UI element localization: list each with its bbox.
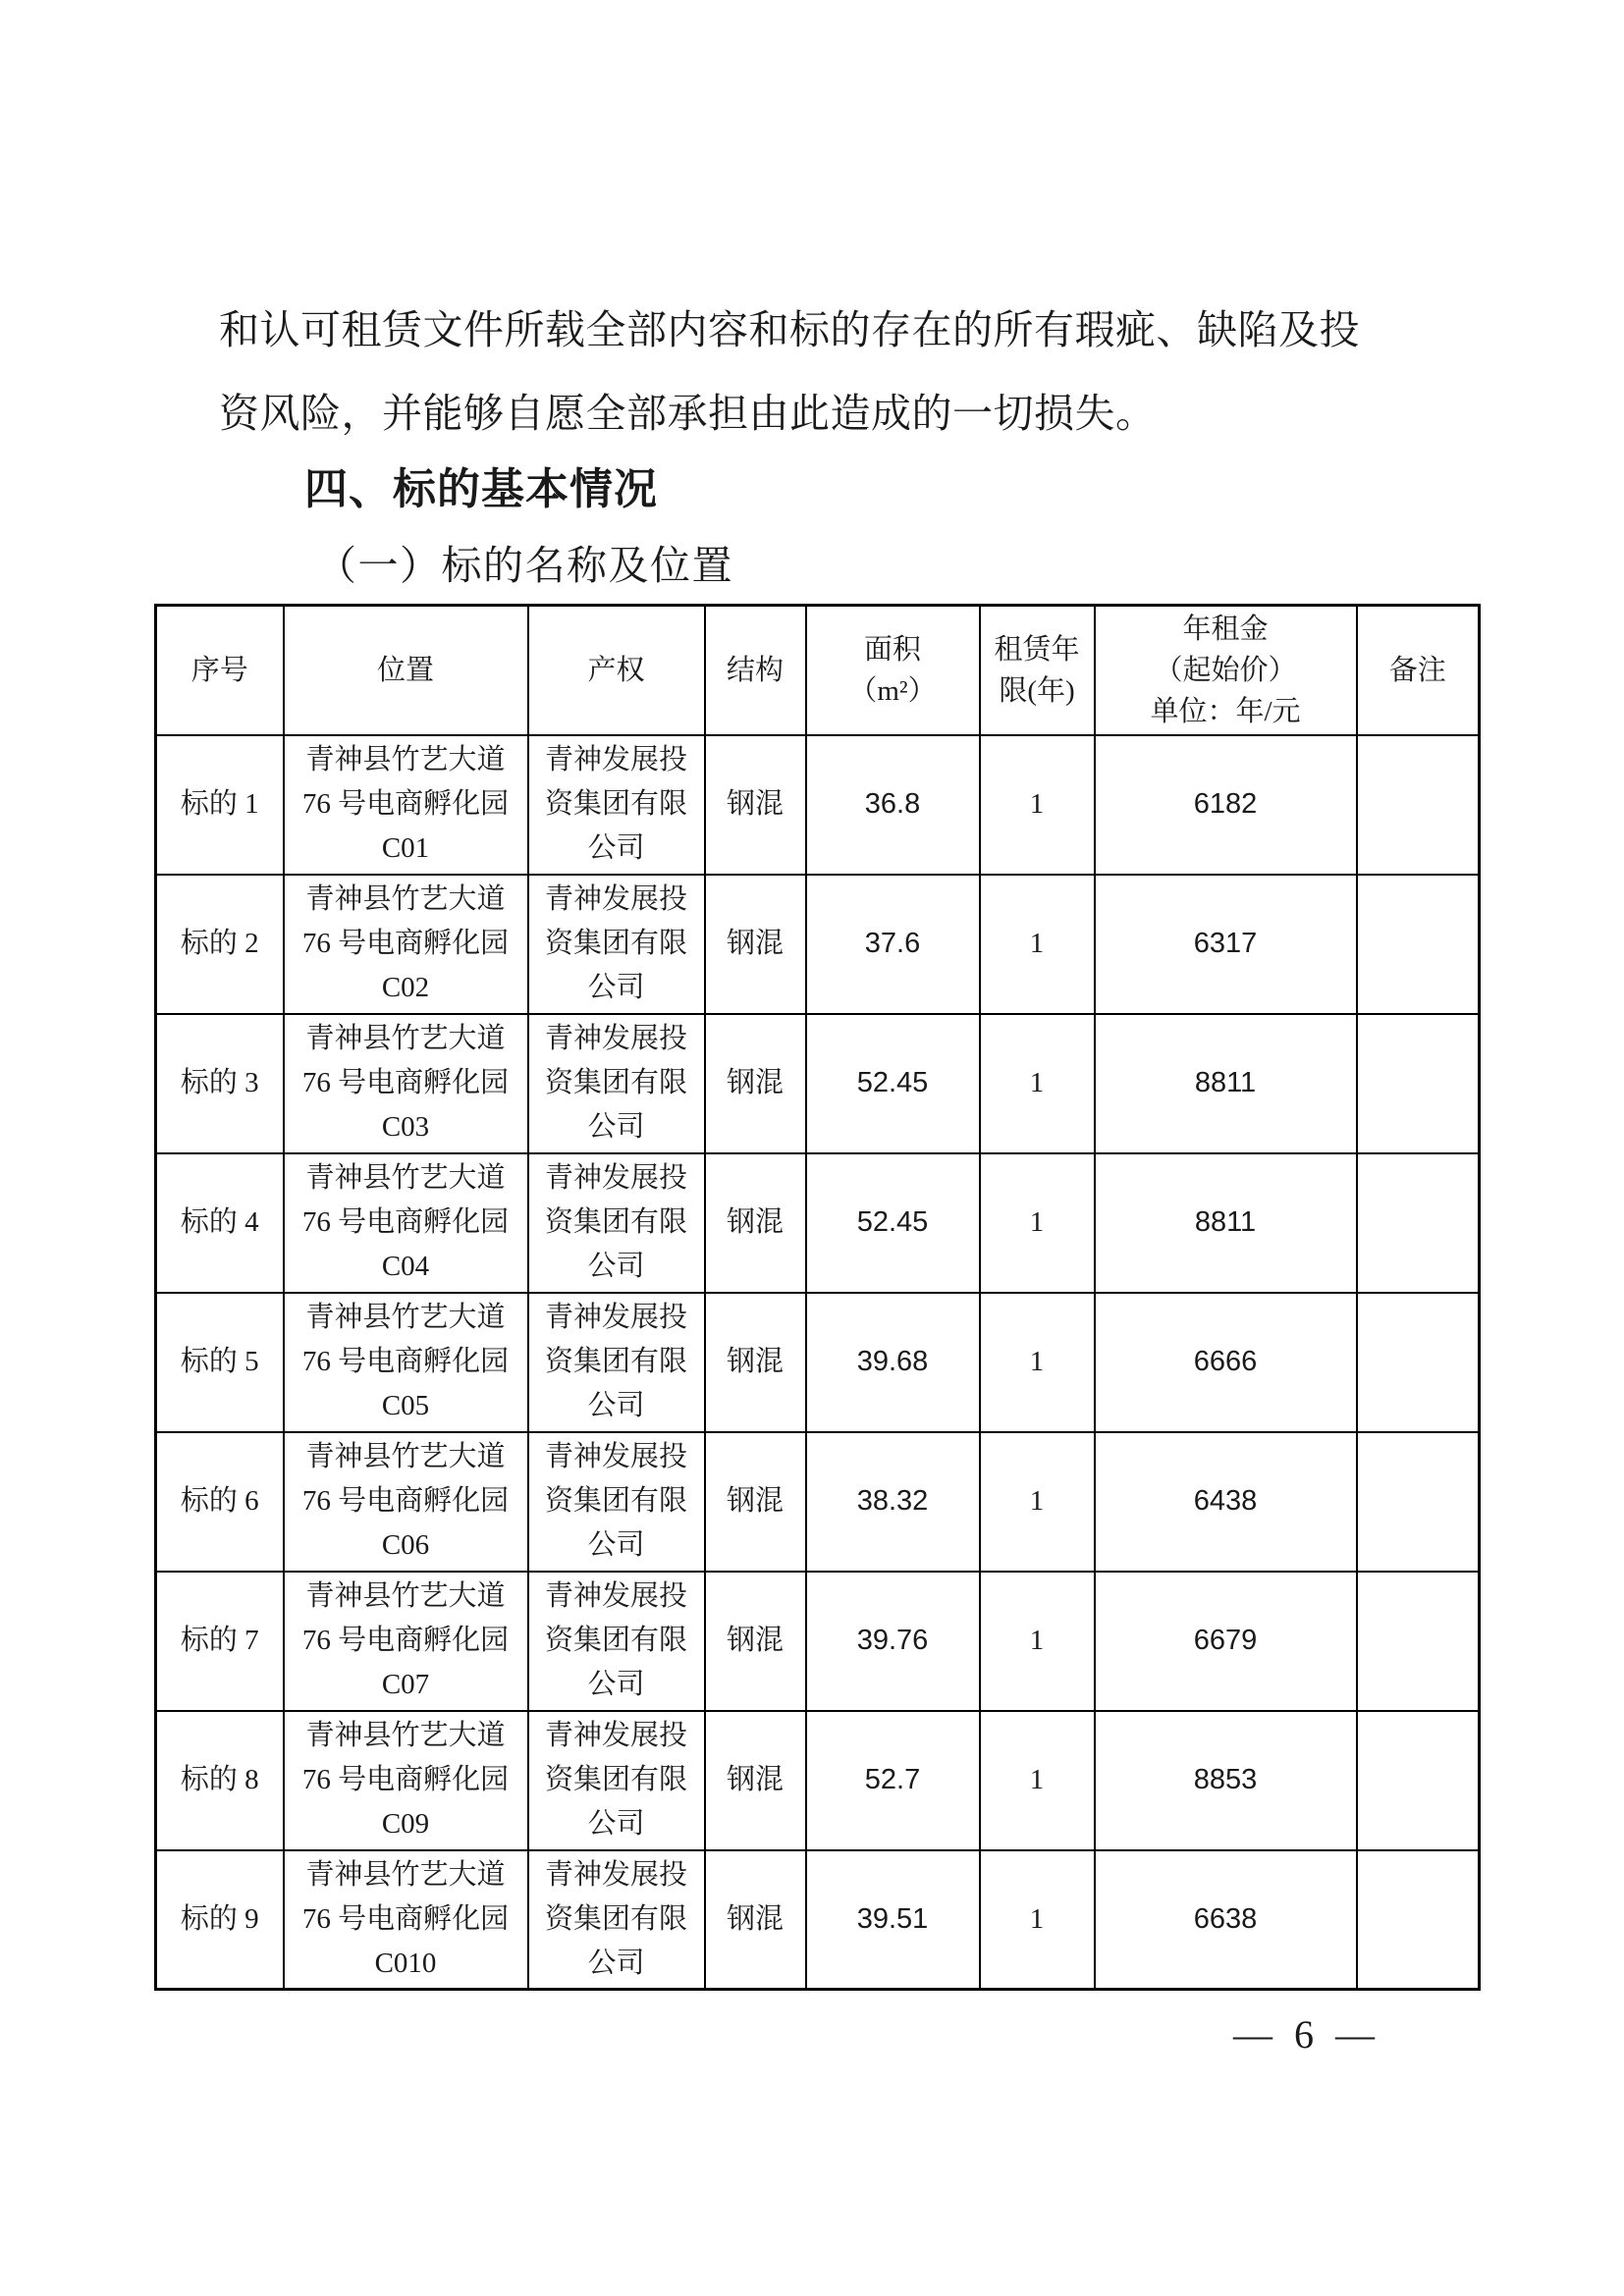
table-row [156, 1014, 1480, 1153]
body-paragraph-line-1: 和认可租赁文件所载全部内容和标的存在的所有瑕疵、缺陷及投 [219, 307, 1360, 352]
ownership-line: 资集团有限 [544, 928, 687, 959]
cell-seq: 标的 5 [156, 1293, 284, 1432]
cell-area: 38.32 [806, 1432, 980, 1572]
header-rent [1095, 606, 1357, 735]
cell-ownership [528, 1014, 705, 1153]
cell-area: 52.45 [806, 1153, 980, 1293]
ownership-line: 公司 [587, 1947, 645, 1979]
cell-structure: 钢混 [705, 1711, 806, 1850]
cell-note [1357, 1014, 1480, 1153]
cell-seq: 标的 3 [156, 1014, 284, 1153]
cell-structure: 钢混 [705, 1850, 806, 1990]
cell-location [284, 1293, 528, 1432]
cell-structure: 钢混 [705, 1293, 806, 1432]
cell-note [1357, 1153, 1480, 1293]
location-line: 青神县竹艺大道 [305, 1720, 506, 1751]
location-line: C06 [381, 1529, 430, 1561]
location-line: 青神县竹艺大道 [305, 1302, 506, 1333]
ownership-line: 资集团有限 [544, 1346, 687, 1377]
header-term-line: 限(年) [999, 674, 1075, 707]
cell-area: 52.45 [806, 1014, 980, 1153]
cell-area: 39.68 [806, 1293, 980, 1432]
subsection-heading: （一）标的名称及位置 [316, 543, 733, 588]
location-line: C02 [381, 972, 430, 1003]
ownership-line: 青神发展投 [544, 1441, 687, 1472]
cell-ownership [528, 1711, 705, 1850]
ownership-line: 资集团有限 [544, 1764, 687, 1795]
cell-ownership [528, 1850, 705, 1990]
location-line: 76 号电商孵化园 [301, 1902, 510, 1935]
ownership-line: 公司 [587, 1808, 645, 1840]
cell-structure: 钢混 [705, 1014, 806, 1153]
cell-rent: 8811 [1095, 1153, 1357, 1293]
location-line: 76 号电商孵化园 [301, 788, 510, 820]
cell-term: 1 [980, 1153, 1095, 1293]
location-line: 76 号电商孵化园 [301, 928, 510, 959]
ownership-line: 资集团有限 [544, 1625, 687, 1656]
cell-note [1357, 1572, 1480, 1711]
ownership-line: 青神发展投 [544, 1858, 687, 1891]
cell-area: 39.51 [806, 1850, 980, 1990]
cell-rent: 6317 [1095, 875, 1357, 1014]
ownership-line: 青神发展投 [544, 1720, 687, 1751]
ownership-line: 青神发展投 [544, 1023, 687, 1054]
cell-rent: 6182 [1095, 735, 1357, 875]
cell-rent: 8853 [1095, 1711, 1357, 1850]
body-paragraph-line-2: 资风险，并能够自愿全部承担由此造成的一切损失。 [219, 391, 1157, 436]
header-area-line: 面积 [863, 633, 921, 666]
ownership-line: 公司 [587, 1111, 645, 1143]
header-rent-line: （起始价） [1154, 654, 1297, 686]
cell-rent: 6679 [1095, 1572, 1357, 1711]
location-line: 76 号电商孵化园 [301, 1485, 510, 1517]
cell-ownership [528, 1572, 705, 1711]
header-term [980, 606, 1095, 735]
ownership-line: 资集团有限 [544, 788, 687, 820]
cell-structure: 钢混 [705, 1432, 806, 1572]
header-structure: 结构 [705, 606, 806, 735]
cell-term: 1 [980, 1572, 1095, 1711]
cell-term: 1 [980, 1014, 1095, 1153]
ownership-line: 青神发展投 [544, 744, 687, 775]
table-row [156, 1432, 1480, 1572]
ownership-line: 青神发展投 [544, 1162, 687, 1194]
table-row [156, 1572, 1480, 1711]
cell-structure: 钢混 [705, 875, 806, 1014]
cell-structure: 钢混 [705, 1572, 806, 1711]
cell-seq: 标的 9 [156, 1850, 284, 1990]
cell-rent: 6666 [1095, 1293, 1357, 1432]
cell-note [1357, 1293, 1480, 1432]
cell-seq: 标的 4 [156, 1153, 284, 1293]
header-rent-line: 单位：年/元 [1150, 695, 1301, 727]
page-number: — 6 — [1233, 2012, 1375, 2056]
cell-term: 1 [980, 1711, 1095, 1850]
cell-location [284, 1850, 528, 1990]
location-line: 青神县竹艺大道 [305, 1858, 506, 1891]
cell-term: 1 [980, 1432, 1095, 1572]
cell-note [1357, 1850, 1480, 1990]
subject-matter-table [154, 604, 1481, 1991]
cell-seq: 标的 8 [156, 1711, 284, 1850]
location-line: 76 号电商孵化园 [301, 1067, 510, 1098]
cell-seq: 标的 2 [156, 875, 284, 1014]
location-line: C07 [381, 1669, 430, 1700]
location-line: C010 [374, 1947, 437, 1979]
table-header-row [156, 606, 1480, 735]
ownership-line: 公司 [587, 972, 645, 1003]
cell-ownership [528, 1153, 705, 1293]
cell-location [284, 1711, 528, 1850]
location-line: C01 [381, 832, 430, 864]
cell-ownership [528, 735, 705, 875]
location-line: 青神县竹艺大道 [305, 1580, 506, 1612]
ownership-line: 青神发展投 [544, 1302, 687, 1333]
header-area-line: （m²） [848, 674, 937, 707]
table-row [156, 735, 1480, 875]
location-line: 青神县竹艺大道 [305, 744, 506, 775]
section-heading: 四、标的基本情况 [304, 465, 658, 513]
cell-location [284, 1572, 528, 1711]
cell-location [284, 875, 528, 1014]
header-seq: 序号 [156, 606, 284, 735]
cell-term: 1 [980, 1850, 1095, 1990]
location-line: C03 [381, 1111, 430, 1143]
cell-rent: 8811 [1095, 1014, 1357, 1153]
cell-note [1357, 1432, 1480, 1572]
table-row [156, 1711, 1480, 1850]
location-line: C05 [381, 1390, 430, 1421]
cell-seq: 标的 7 [156, 1572, 284, 1711]
cell-term: 1 [980, 1293, 1095, 1432]
cell-seq: 标的 1 [156, 735, 284, 875]
header-area [806, 606, 980, 735]
location-line: 青神县竹艺大道 [305, 883, 506, 915]
location-line: 76 号电商孵化园 [301, 1764, 510, 1795]
ownership-line: 资集团有限 [544, 1902, 687, 1935]
ownership-line: 公司 [587, 1251, 645, 1282]
cell-area: 37.6 [806, 875, 980, 1014]
header-term-line: 租赁年 [994, 633, 1080, 666]
ownership-line: 公司 [587, 1669, 645, 1700]
cell-note [1357, 1711, 1480, 1850]
cell-location [284, 1014, 528, 1153]
ownership-line: 资集团有限 [544, 1206, 687, 1238]
cell-ownership [528, 1293, 705, 1432]
table-row [156, 1153, 1480, 1293]
ownership-line: 资集团有限 [544, 1067, 687, 1098]
ownership-line: 青神发展投 [544, 883, 687, 915]
cell-rent: 6638 [1095, 1850, 1357, 1990]
header-ownership: 产权 [528, 606, 705, 735]
cell-rent: 6438 [1095, 1432, 1357, 1572]
cell-ownership [528, 875, 705, 1014]
ownership-line: 公司 [587, 1529, 645, 1561]
cell-note [1357, 735, 1480, 875]
ownership-line: 资集团有限 [544, 1485, 687, 1517]
table-row [156, 1293, 1480, 1432]
cell-location [284, 735, 528, 875]
cell-location [284, 1432, 528, 1572]
cell-structure: 钢混 [705, 735, 806, 875]
cell-note [1357, 875, 1480, 1014]
ownership-line: 青神发展投 [544, 1580, 687, 1612]
table-row [156, 875, 1480, 1014]
header-note: 备注 [1357, 606, 1480, 735]
table-row [156, 1850, 1480, 1990]
location-line: 76 号电商孵化园 [301, 1206, 510, 1238]
ownership-line: 公司 [587, 832, 645, 864]
location-line: 76 号电商孵化园 [301, 1346, 510, 1377]
header-location: 位置 [284, 606, 528, 735]
location-line: 青神县竹艺大道 [305, 1441, 506, 1472]
cell-term: 1 [980, 735, 1095, 875]
location-line: C04 [381, 1251, 430, 1282]
location-line: C09 [381, 1808, 430, 1840]
cell-term: 1 [980, 875, 1095, 1014]
location-line: 青神县竹艺大道 [305, 1023, 506, 1054]
cell-seq: 标的 6 [156, 1432, 284, 1572]
cell-ownership [528, 1432, 705, 1572]
cell-location [284, 1153, 528, 1293]
location-line: 青神县竹艺大道 [305, 1162, 506, 1194]
location-line: 76 号电商孵化园 [301, 1625, 510, 1656]
ownership-line: 公司 [587, 1390, 645, 1421]
cell-area: 36.8 [806, 735, 980, 875]
cell-area: 39.76 [806, 1572, 980, 1711]
header-rent-line: 年租金 [1182, 613, 1269, 645]
cell-structure: 钢混 [705, 1153, 806, 1293]
cell-area: 52.7 [806, 1711, 980, 1850]
